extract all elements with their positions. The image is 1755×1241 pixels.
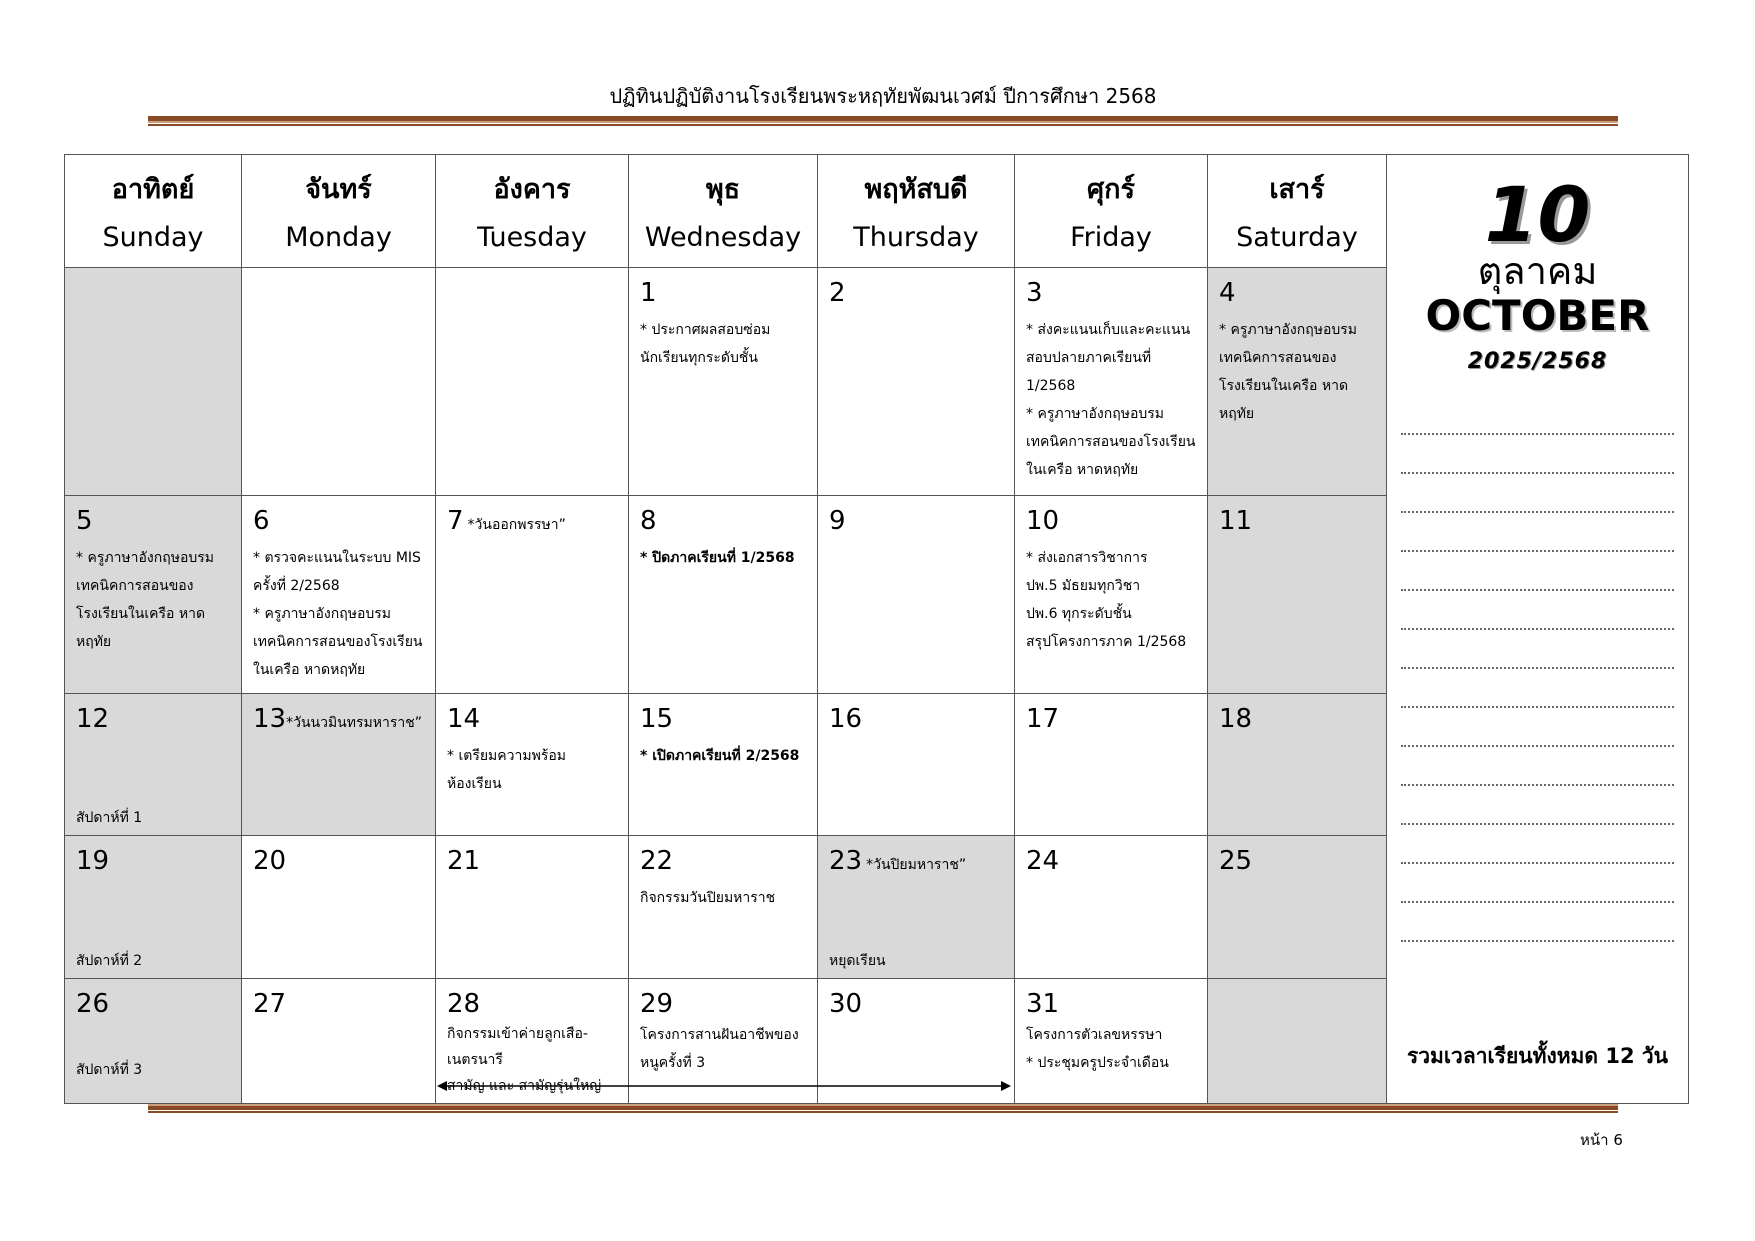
day-cell-30: 30 bbox=[818, 978, 1015, 1103]
day-cell-4: 4 * ครูภาษาอังกฤษอบรม เทคนิคการสอนของ โรงเรียนในเครือ หาดหฤทัย bbox=[1208, 268, 1387, 496]
day-cell-18: 18 bbox=[1208, 694, 1387, 836]
bottom-rule bbox=[148, 1104, 1618, 1110]
day-cell-2: 2 bbox=[818, 268, 1015, 496]
day-cell-31: 31 โครงการตัวเลขหรรษา * ประชุมครูประจำเดือน bbox=[1015, 978, 1208, 1103]
header-saturday: เสาร์ Saturday bbox=[1208, 155, 1387, 268]
day-cell-26: 26 สัปดาห์ที่ 3 bbox=[65, 978, 242, 1103]
day-cell-11: 11 bbox=[1208, 496, 1387, 694]
day-cell-20: 20 bbox=[242, 836, 436, 978]
date-range-arrow bbox=[437, 1080, 1011, 1092]
week-label: สัปดาห์ที่ 2 bbox=[76, 952, 143, 969]
header-sunday: อาทิตย์ Sunday bbox=[65, 155, 242, 268]
day-cell-21: 21 bbox=[436, 836, 629, 978]
month-sidebar bbox=[1387, 155, 1689, 1104]
day-cell-empty bbox=[1208, 978, 1387, 1103]
day-cell-17: 17 bbox=[1015, 694, 1208, 836]
day-cell-5: 5 * ครูภาษาอังกฤษอบรม เทคนิคการสอนของ โรงเรียนในเครือ หาดหฤทัย bbox=[65, 496, 242, 694]
holiday-tag: *วันนวมินทรมหาราช” bbox=[286, 715, 422, 732]
header-wednesday: พุธ Wednesday bbox=[629, 155, 818, 268]
header-monday: จันทร์ Monday bbox=[242, 155, 436, 268]
header-friday: ศุกร์ Friday bbox=[1015, 155, 1208, 268]
day-cell-13: 13*วันนวมินทรมหาราช” bbox=[242, 694, 436, 836]
day-cell-empty bbox=[242, 268, 436, 496]
day-cell-12: 12 สัปดาห์ที่ 1 bbox=[65, 694, 242, 836]
day-cell-10: 10 * ส่งเอกสารวิชาการ ปพ.5 มัธยมทุกวิชา ปพ.6 ทุกระดับชั้น สรุปโครงการภาค 1/2568 bbox=[1015, 496, 1208, 694]
top-rule bbox=[148, 116, 1618, 123]
day-cell-29: 29 โครงการสานฝันอาชีพของ หนูครั้งที่ 3 bbox=[629, 978, 818, 1103]
day-cell-15: 15 * เปิดภาคเรียนที่ 2/2568 bbox=[629, 694, 818, 836]
no-school-note: หยุดเรียน bbox=[829, 952, 886, 969]
day-cell-16: 16 bbox=[818, 694, 1015, 836]
day-cell-9: 9 bbox=[818, 496, 1015, 694]
header-thursday: พฤหัสบดี Thursday bbox=[818, 155, 1015, 268]
day-cell-25: 25 bbox=[1208, 836, 1387, 978]
calendar-table bbox=[64, 154, 1689, 1104]
day-cell-19: 19 สัปดาห์ที่ 2 bbox=[65, 836, 242, 978]
day-cell-3: 3 * ส่งคะแนนเก็บและคะแนน สอบปลายภาคเรียนที่ 1/2568 * ครูภาษาอังกฤษอบรม เทคนิคการสอนของโรงเรียน ในเครือ หาดหฤทัย bbox=[1015, 268, 1208, 496]
top-rule-thin bbox=[148, 124, 1618, 126]
month-number: 10 bbox=[1484, 170, 1591, 259]
header-tuesday: อังคาร Tuesday bbox=[436, 155, 629, 268]
day-cell-1: 1 * ประกาศผลสอบซ่อม นักเรียนทุกระดับชั้น bbox=[629, 268, 818, 496]
page-number: หน้า 6 bbox=[1580, 1131, 1623, 1149]
notes-lines bbox=[1401, 396, 1674, 942]
english-month-name: OCTOBER bbox=[1425, 291, 1650, 340]
day-cell-27: 27 bbox=[242, 978, 436, 1103]
holiday-tag: *วันออกพรรษา” bbox=[467, 517, 566, 534]
week-label: สัปดาห์ที่ 1 bbox=[76, 810, 143, 827]
day-cell-14: 14 * เตรียมความพร้อมห้องเรียน bbox=[436, 694, 629, 836]
day-cell-23: 23 *วันปิยมหาราช” หยุดเรียน bbox=[818, 836, 1015, 978]
thai-month-name: ตุลาคม bbox=[1477, 249, 1598, 293]
week-label: สัปดาห์ที่ 3 bbox=[76, 1062, 143, 1078]
day-cell-empty bbox=[436, 268, 629, 496]
bottom-rule-thin bbox=[148, 1111, 1618, 1113]
document-title: ปฏิทินปฏิบัติงานโรงเรียนพระหฤทัยพัฒนเวศม์ ปีการศึกษา 2568 bbox=[609, 84, 1157, 108]
year-label: 2025/2568 bbox=[1467, 349, 1608, 374]
day-cell-empty bbox=[65, 268, 242, 496]
day-cell-24: 24 bbox=[1015, 836, 1208, 978]
holiday-tag: *วันปิยมหาราช” bbox=[866, 857, 967, 874]
day-cell-6: 6 * ตรวจคะแนนในระบบ MIS ครั้งที่ 2/2568 * ครูภาษาอังกฤษอบรม เทคนิคการสอนของโรงเรียน ในเครือ หาดหฤทัย bbox=[242, 496, 436, 694]
day-cell-7: 7 *วันออกพรรษา” bbox=[436, 496, 629, 694]
day-cell-28: 28 กิจกรรมเข้าค่ายลูกเสือ-เนตรนารี สามัญ และ สามัญรุ่นใหญ่ bbox=[436, 978, 629, 1103]
total-school-days: รวมเวลาเรียนทั้งหมด 12 วัน bbox=[1406, 1044, 1669, 1068]
day-cell-22: 22 กิจกรรมวันปิยมหาราช bbox=[629, 836, 818, 978]
day-cell-8: 8 * ปิดภาคเรียนที่ 1/2568 bbox=[629, 496, 818, 694]
